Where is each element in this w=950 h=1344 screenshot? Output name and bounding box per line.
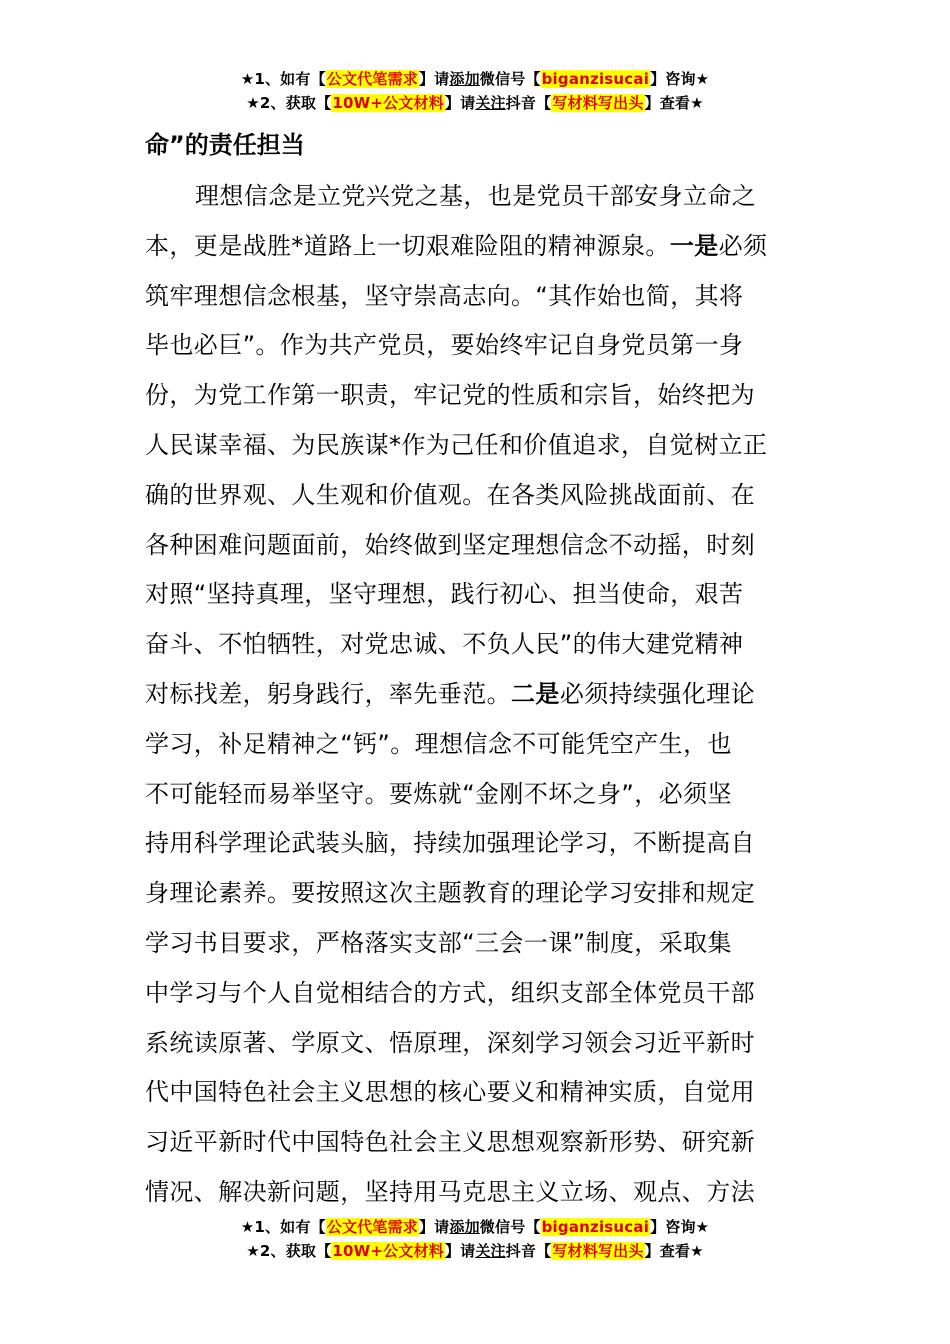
text-line: 学习书目要求，严格落实支部“三会一课”制度，采取集	[145, 928, 732, 957]
banner-line-1: ★1、如有【公文代笔需求】请添加微信号【biganzisucai】咨询★	[240, 70, 710, 88]
highlight-account: 写材料写出头	[552, 94, 644, 112]
text-line: 中学习与个人自觉相结合的方式，组织支部全体党员干部	[145, 978, 755, 1007]
text-line: 不可能轻而易举坚守。要炼就“金刚不坏之身”，必须坚	[145, 779, 732, 808]
banner-line-1: ★1、如有【公文代笔需求】请添加微信号【biganzisucai】咨询★	[240, 1218, 710, 1236]
section-heading: 命”的责任担当	[145, 131, 305, 159]
highlight-wechat-id: biganzisucai	[541, 70, 650, 88]
highlight-account: 写材料写出头	[552, 1242, 644, 1260]
text-line: 人民谋幸福、为民族谋*作为己任和价值追求，自觉树立正	[145, 430, 768, 459]
highlight-materials: 10W+公文材料	[332, 1242, 444, 1260]
text-line: 对照“坚持真理，坚守理想，践行初心、担当使命，艰苦	[145, 580, 744, 609]
text-line: 筑牢理想信念根基，坚守崇高志向。“其作始也简，其将	[145, 281, 744, 310]
text-line: 本，更是战胜*道路上一切艰难险阻的精神源泉。一是必须	[145, 231, 768, 260]
document-body	[145, 118, 807, 1218]
footer-banner	[0, 1215, 950, 1263]
text-line: 理想信念是立党兴党之基，也是党员干部安身立命之	[195, 182, 757, 210]
text-line: 学习，补足精神之“钙”。理想信念不可能凭空产生，也	[145, 729, 732, 758]
highlight-service: 公文代笔需求	[326, 70, 418, 88]
text-line: 代中国特色社会主义思想的核心要义和精神实质，自觉用	[145, 1078, 755, 1107]
text-line: 各种困难问题面前，始终做到坚定理想信念不动摇，时刻	[145, 530, 755, 559]
text-line: 份，为党工作第一职责，牢记党的性质和宗旨，始终把为	[145, 381, 755, 410]
text-line: 奋斗、不怕牺牲，对党忠诚、不负人民”的伟大建党精神	[145, 630, 744, 659]
banner-line-2: ★2、获取【10W+公文材料】请关注抖音【写材料写出头】查看★	[246, 1242, 704, 1260]
bold-marker: 一是	[669, 231, 719, 260]
text-line: 习近平新时代中国特色社会主义思想观察新形势、研究新	[145, 1128, 755, 1157]
bold-marker: 二是	[511, 679, 560, 708]
highlight-service: 公文代笔需求	[326, 1218, 418, 1236]
text-line: 系统读原著、学原文、悟原理，深刻学习领会习近平新时	[145, 1028, 755, 1057]
header-banner	[0, 67, 950, 115]
highlight-materials: 10W+公文材料	[332, 94, 444, 112]
highlight-wechat-id: biganzisucai	[541, 1218, 650, 1236]
text-line: 毕也必巨”。作为共产党员，要始终牢记自身党员第一身	[145, 331, 744, 360]
text-line: 确的世界观、人生观和价值观。在各类风险挑战面前、在	[145, 480, 755, 509]
text-line: 身理论素养。要按照这次主题教育的理论学习安排和规定	[145, 879, 755, 908]
text-line: 持用科学理论武装头脑，持续加强理论学习，不断提高自	[145, 829, 755, 858]
paragraph	[145, 172, 807, 1218]
text-line: 情况、解决新问题，坚持用马克思主义立场、观点、方法	[145, 1177, 755, 1206]
banner-line-2: ★2、获取【10W+公文材料】请关注抖音【写材料写出头】查看★	[246, 94, 704, 112]
text-line: 对标找差，躬身践行，率先垂范。二是必须持续强化理论	[145, 679, 756, 708]
